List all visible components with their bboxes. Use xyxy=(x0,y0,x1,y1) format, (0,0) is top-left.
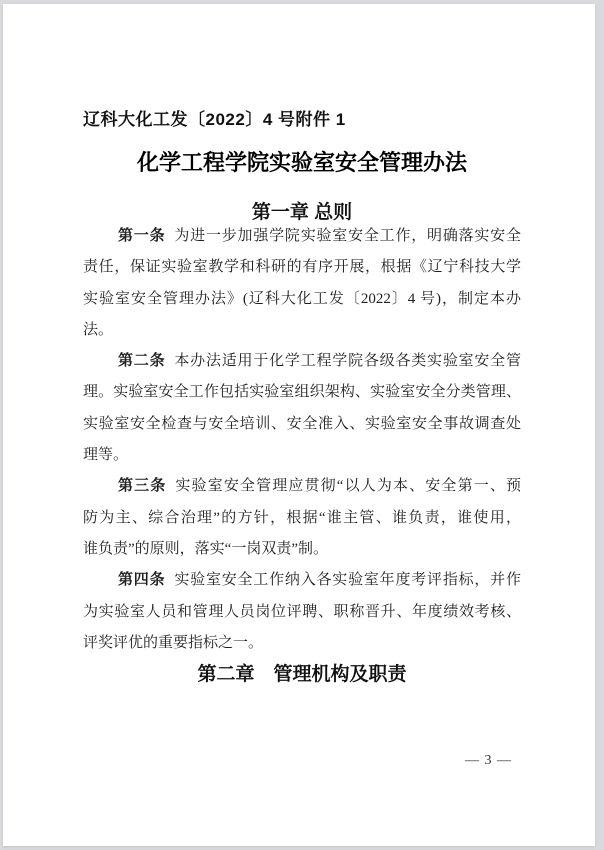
doc-number: 辽科大化工发〔2022〕4 号附件 1 xyxy=(83,110,346,129)
text-line: 法。 xyxy=(83,321,114,338)
text-line: 谁负责”的原则，落实“一岗双责”制。 xyxy=(83,540,328,557)
article-3-label: 第三条 xyxy=(118,478,167,495)
article-4 xyxy=(83,565,521,659)
text-line: 理。实验室安全工作包括实验室组织架构、实验室安全分类管理、 xyxy=(83,384,521,401)
article-1-label: 第一条 xyxy=(118,228,166,244)
document-title: 化学工程学院实验室安全管理办法 xyxy=(136,150,467,175)
text-line: 责任，保证实验室教学和科研的有序开展，根据《辽宁科技大学 xyxy=(83,259,521,276)
article-1-text: 为进一步加强学院实验室安全工作，明确落实安全 xyxy=(174,228,521,244)
article-2-text: 本办法适用于化学工程学院各级各类实验室安全管 xyxy=(174,353,521,370)
chapter-2-heading: 第二章 管理机构及职责 xyxy=(197,664,407,686)
article-4-label: 第四条 xyxy=(118,572,166,589)
document-body xyxy=(83,221,521,690)
text-line xyxy=(83,471,521,502)
text-line: 理等。 xyxy=(83,447,129,464)
article-2-label: 第二条 xyxy=(118,353,166,370)
page-number: — 3 — xyxy=(465,753,512,768)
text-line: 评奖评优的重要指标之一。 xyxy=(83,634,264,651)
article-3 xyxy=(83,471,521,565)
text-line: 实验室安全检查与安全培训、安全准入、实验室安全事故调查处 xyxy=(83,415,521,432)
text-line: 实验室安全管理办法》(辽科大化工发〔2022〕4 号)，制定本办 xyxy=(83,290,521,307)
article-1 xyxy=(83,221,521,346)
text-line xyxy=(83,221,521,252)
chapter-1-heading: 第一章 总则 xyxy=(251,202,353,223)
text-line xyxy=(83,346,521,377)
article-4-text: 实验室安全工作纳入各实验室年度考评指标，并作 xyxy=(174,572,521,589)
text-line: 为实验室人员和管理人员岗位评聘、职称晋升、年度绩效考核、 xyxy=(83,603,521,620)
article-2 xyxy=(83,346,521,471)
document-page xyxy=(3,4,595,846)
article-3-text: 实验室安全管理应贯彻“以人为本、安全第一、预 xyxy=(175,478,521,495)
text-line: 防为主、综合治理”的方针，根据“谁主管、谁负责，谁使用， xyxy=(83,509,521,526)
text-line xyxy=(83,565,521,596)
